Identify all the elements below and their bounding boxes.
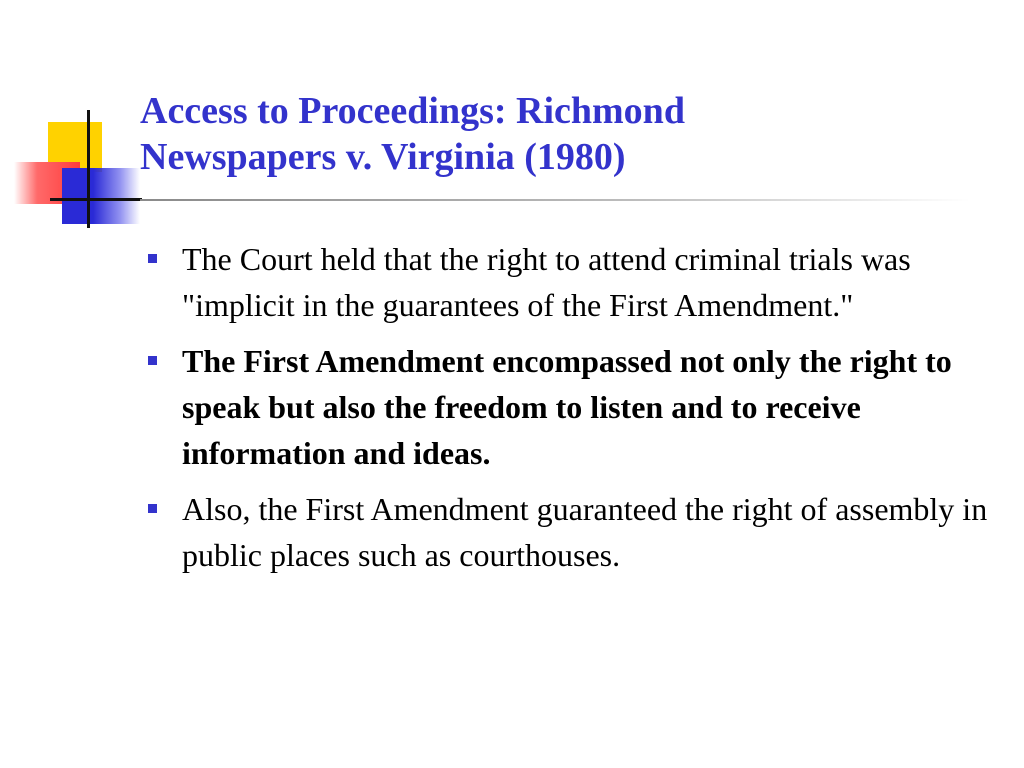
bullet-text-3: Also, the First Amendment guaranteed the right of assembly in public places such as courthouses.: [182, 491, 988, 573]
logo-vertical-line: [87, 110, 90, 228]
bullet-item-3: [148, 486, 1008, 578]
slide-logo: [0, 0, 150, 240]
bullet-list: [148, 236, 1008, 588]
slide-title-line-2: Newspapers v. Virginia (1980): [140, 136, 626, 178]
slide-title: [140, 88, 1000, 180]
square-bullet-icon: [148, 356, 157, 365]
slide-title-line-1: Access to Proceedings: Richmond: [140, 90, 685, 132]
bullet-text-1: The Court held that the right to attend criminal trials was "implicit in the guarantees of the First Amendment.": [182, 241, 911, 323]
logo-blue-square: [62, 168, 140, 224]
bullet-item-1: [148, 236, 1008, 328]
bullet-item-2: [148, 338, 1008, 476]
square-bullet-icon: [148, 254, 157, 263]
square-bullet-icon: [148, 504, 157, 513]
bullet-text-2: The First Amendment encompassed not only the right to speak but also the freedom to listen and to receive information and ideas.: [182, 343, 952, 471]
title-divider: [140, 199, 970, 201]
logo-horizontal-line: [50, 198, 142, 201]
